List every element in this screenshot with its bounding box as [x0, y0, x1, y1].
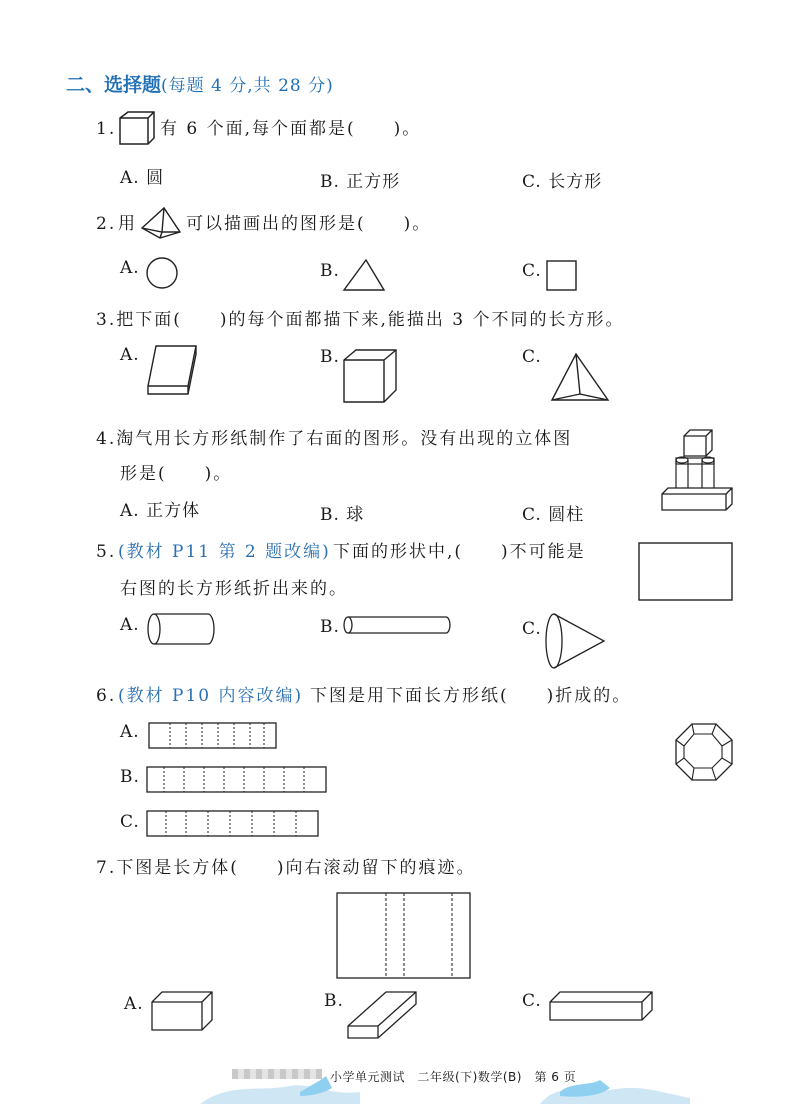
q2-pre: 用 — [118, 214, 137, 234]
q1-option-a[interactable]: A. 圆 — [120, 168, 165, 188]
q5-option-b[interactable]: B. — [320, 617, 340, 637]
paper-strip-c — [146, 810, 320, 838]
triangular-prism-shape — [550, 352, 612, 404]
square-shape — [546, 260, 578, 292]
q6-option-c[interactable]: C. — [120, 812, 140, 832]
section-title-text: 二、选择题 — [66, 74, 162, 96]
q7-option-b[interactable]: B. — [324, 991, 344, 1011]
block-tower-figure — [658, 428, 738, 514]
q5-source: (教材 P11 第 2 题改编) — [118, 542, 331, 562]
q6-text: 下图是用下面长方形纸( )折成的。 — [310, 686, 632, 706]
q6-number: 6. — [96, 686, 117, 706]
short-cylinder-shape — [146, 612, 216, 648]
q3-option-a[interactable]: A. — [120, 345, 140, 365]
q5-line2: 右图的长方形纸折出来的。 — [120, 579, 348, 599]
circle-shape — [146, 257, 180, 291]
cuboid-shape-a — [150, 990, 214, 1034]
section-title — [66, 70, 334, 97]
q5-number: 5. — [96, 542, 117, 562]
q2-text: 可以描画出的图形是( )。 — [186, 214, 432, 234]
cone-shape — [544, 612, 608, 672]
q2-number: 2. — [96, 214, 117, 234]
q1-option-c[interactable]: C. 长方形 — [522, 172, 603, 192]
q4-option-a[interactable]: A. 正方体 — [120, 501, 201, 521]
q5-line1: 下面的形状中,( )不可能是 — [333, 542, 586, 562]
long-cylinder-shape — [342, 616, 452, 636]
cube-shape — [340, 348, 400, 406]
q2-option-b[interactable]: B. — [320, 261, 340, 281]
footer-blurred-logo — [232, 1069, 322, 1079]
paper-strip-a — [148, 722, 278, 750]
q3-text: 3.把下面( )的每个面都描下来,能描出 3 个不同的长方形。 — [96, 310, 625, 330]
cube-icon — [118, 110, 158, 148]
paper-strip-b — [146, 766, 328, 794]
cuboid-shape-b — [346, 990, 418, 1050]
q6-option-a[interactable]: A. — [120, 722, 140, 742]
cuboid-shape-c — [548, 990, 654, 1024]
q3-option-c[interactable]: C. — [522, 347, 542, 367]
q1-number: 1. — [96, 119, 117, 139]
q4-option-b[interactable]: B. 球 — [320, 505, 365, 525]
q1-option-b[interactable]: B. 正方形 — [320, 172, 401, 192]
q2-option-a[interactable]: A. — [120, 258, 140, 278]
footer-text: 小学单元测试 二年级(下)数学(B) 第 6 页 — [330, 1070, 577, 1084]
rolling-trace-figure — [336, 892, 472, 980]
q5-option-a[interactable]: A. — [120, 615, 140, 635]
q2-option-c[interactable]: C. — [522, 261, 542, 281]
q4-line2: 形是( )。 — [120, 464, 233, 484]
q7-option-a[interactable]: A. — [124, 994, 144, 1014]
q4-line1: 4.淘气用长方形纸制作了右面的图形。没有出现的立体图 — [96, 429, 573, 449]
triangle-shape — [342, 258, 386, 292]
q3-option-b[interactable]: B. — [320, 347, 340, 367]
q7-option-c[interactable]: C. — [522, 991, 542, 1011]
q7-text: 7.下图是长方体( )向右滚动留下的痕迹。 — [96, 858, 476, 878]
flat-cuboid-shape — [144, 344, 200, 400]
q1-text: 有 6 个面,每个面都是( )。 — [160, 119, 422, 139]
q6-source: (教材 P10 内容改编) — [118, 686, 304, 706]
triangular-prism-icon — [138, 206, 184, 240]
q5-option-c[interactable]: C. — [522, 619, 542, 639]
section-subtitle: (每题 4 分,共 28 分) — [161, 76, 334, 96]
q6-option-b[interactable]: B. — [120, 767, 140, 787]
q4-option-c[interactable]: C. 圆柱 — [522, 505, 585, 525]
rectangle-paper — [638, 542, 734, 602]
octagonal-prism-figure — [672, 720, 736, 786]
